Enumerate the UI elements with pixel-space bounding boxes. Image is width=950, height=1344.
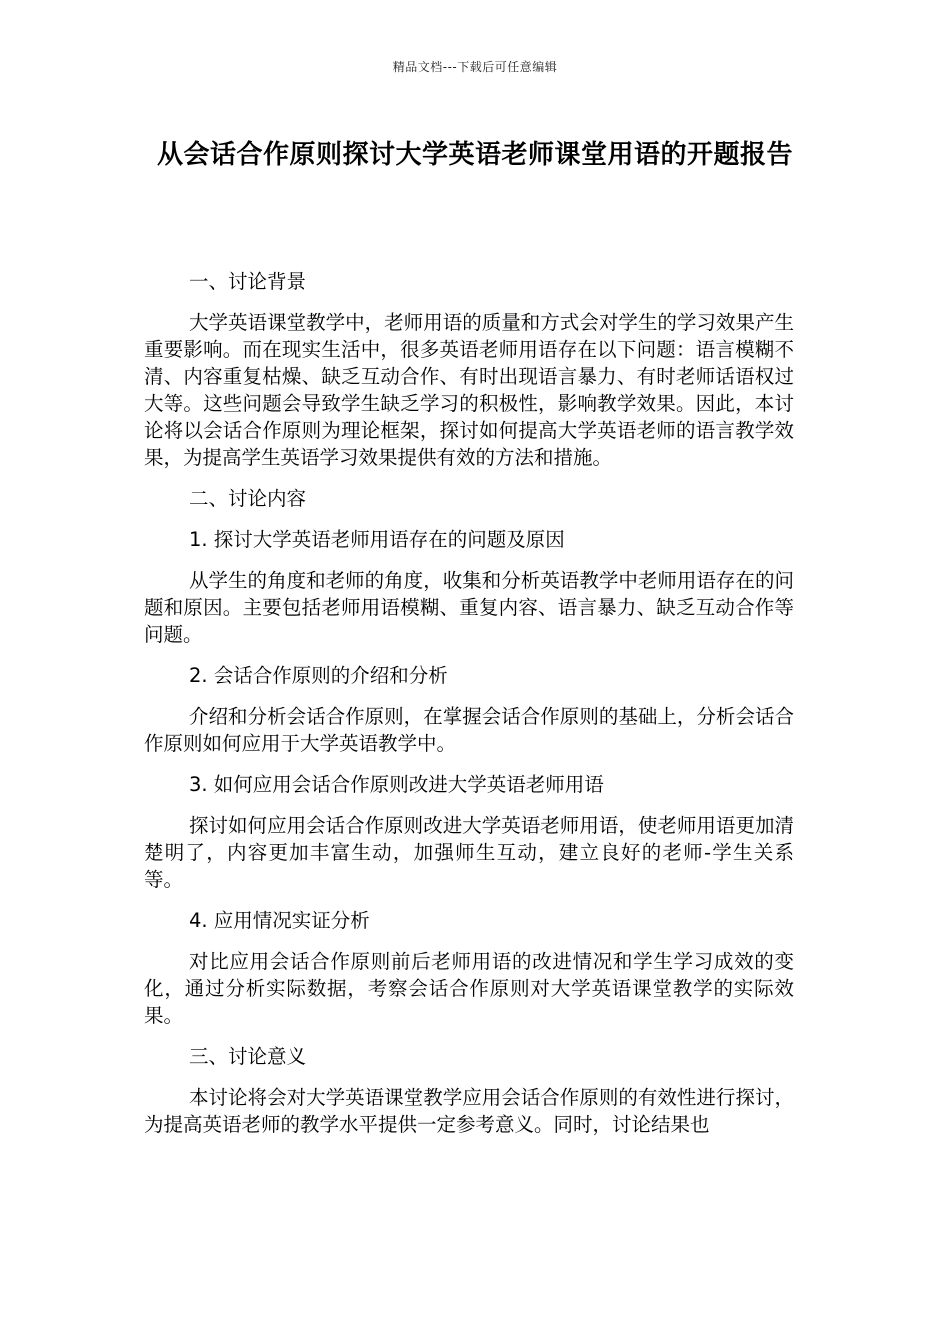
subheading-3: 3. 如何应用会话合作原则改进大学英语老师用语 — [189, 773, 604, 796]
paragraph-2: 介绍和分析会话合作原则，在掌握会话合作原则的基础上，分析会话合作原则如何应用于大学英语教学中。 — [144, 705, 794, 755]
subheading-1: 1. 探讨大学英语老师用语存在的问题及原因 — [189, 528, 565, 551]
section-heading-content: 二、讨论内容 — [189, 487, 307, 510]
paragraph-1: 从学生的角度和老师的角度，收集和分析英语教学中老师用语存在的问题和原因。主要包括老师用语模糊、重复内容、语言暴力、缺乏互动合作等问题。 — [144, 569, 794, 646]
paragraph-4: 对比应用会话合作原则前后老师用语的改进情况和学生学习成效的变化，通过分析实际数据，考察会话合作原则对大学英语课堂教学的实际效果。 — [144, 950, 794, 1027]
section-heading-significance: 三、讨论意义 — [189, 1045, 307, 1068]
paragraph-background: 大学英语课堂教学中，老师用语的质量和方式会对学生的学习效果产生重要影响。而在现实生活中，很多英语老师用语存在以下问题：语言模糊不清、内容重复枯燥、缺乏互动合作、有时出现语言暴力、有时老师话语权过大等。这些问题会导致学生缺乏学习的积极性，影响教学效果。因此，本讨论将以会话合作原则为理论框架，探讨如何提高大学英语老师的语言教学效果，为提高学生英语学习效果提供有效的方法和措施。 — [144, 311, 794, 469]
paragraph-significance: 本讨论将会对大学英语课堂教学应用会话合作原则的有效性进行探讨，为提高英语老师的教学水平提供一定参考意义。同时，讨论结果也 — [144, 1086, 794, 1136]
paragraph-3: 探讨如何应用会话合作原则改进大学英语老师用语，使老师用语更加清楚明了，内容更加丰富生动，加强师生互动，建立良好的老师-学生关系等。 — [144, 814, 794, 891]
header-note: 精品文档---下载后可任意编辑 — [392, 60, 558, 74]
section-heading-background: 一、讨论背景 — [189, 270, 307, 293]
subheading-2: 2. 会话合作原则的介绍和分析 — [189, 664, 448, 687]
document-title: 从会话合作原则探讨大学英语老师课堂用语的开题报告 — [156, 140, 793, 170]
document-body — [144, 268, 794, 1152]
subheading-4: 4. 应用情况实证分析 — [189, 909, 370, 932]
